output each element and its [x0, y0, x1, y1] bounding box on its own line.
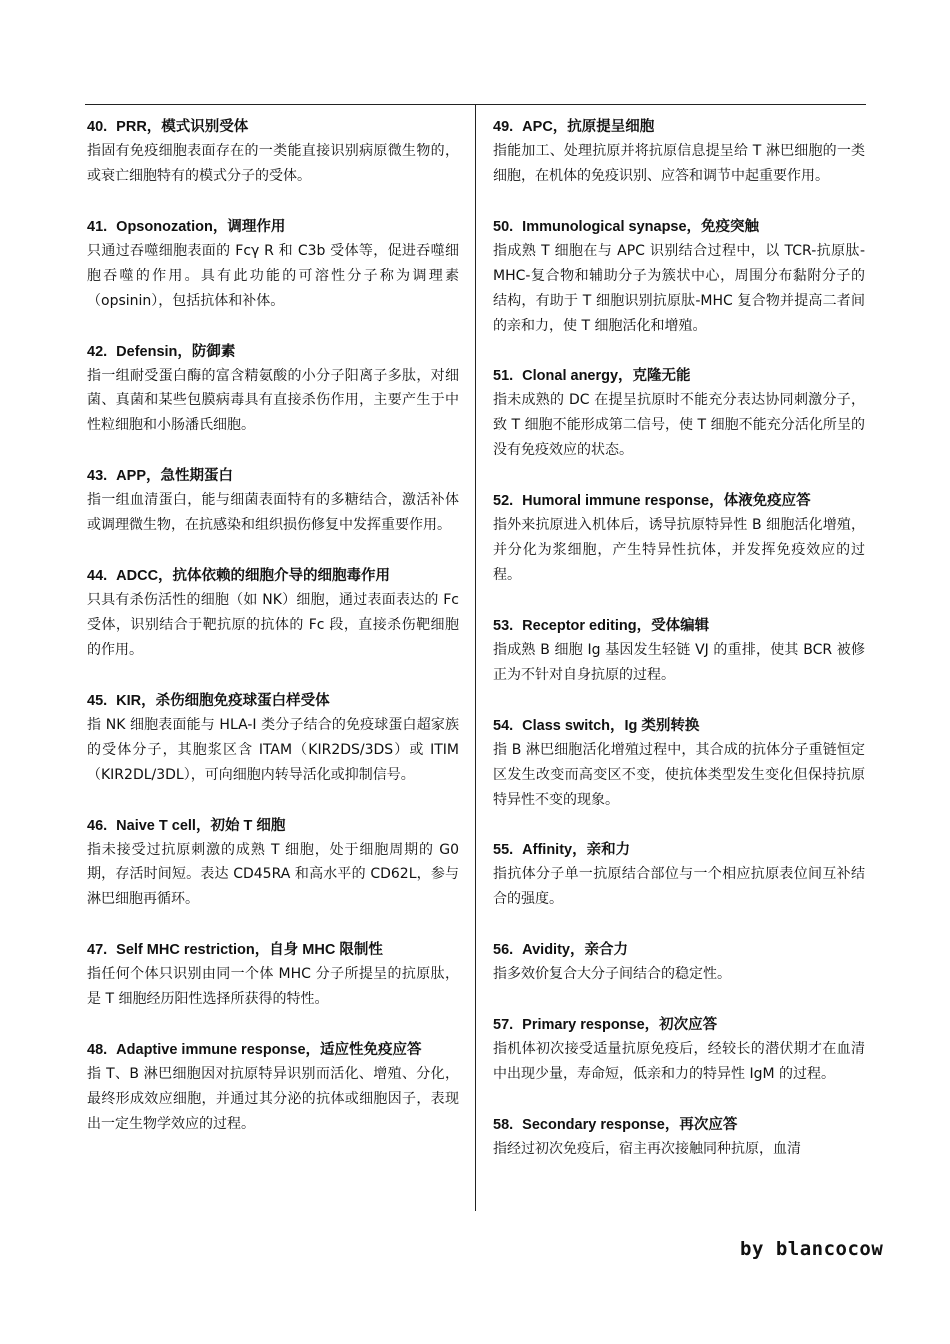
- entry-41: [87, 215, 459, 314]
- entry-term: Self MHC restriction，自身 MHC 限制性: [116, 942, 383, 959]
- entry-definition: 只具有杀伤活性的细胞（如 NK）细胞，通过表面表达的 Fc 受体，识别结合于靶抗原的抗体的 Fc 段，直接杀伤靶细胞的作用。: [87, 592, 459, 658]
- entry-42: [87, 340, 459, 439]
- entry-term: Avidity，亲合力: [522, 942, 628, 959]
- entry-term: Clonal anergy，克隆无能: [522, 368, 691, 385]
- entry-title: [493, 215, 865, 239]
- column-divider: [475, 105, 476, 1211]
- entry-term: Secondary response，再次应答: [522, 1116, 738, 1133]
- entry-definition: 指抗体分子单一抗原结合部位与一个相应抗原表位间互补结合的强度。: [493, 866, 865, 908]
- entry-title: [87, 814, 459, 838]
- entry-term: Naive T cell，初始 T 细胞: [116, 817, 286, 834]
- entry-definition: 指成熟 T 细胞在与 APC 识别结合过程中，以 TCR-抗原肽-MHC-复合物和辅助分子为簇状中心，周围分布黏附分子的结构，有助于 T 细胞识别抗原肽-MHC 复合物并提高二者间的亲和力，使 T 细胞活化和增殖。: [493, 242, 865, 334]
- entry-definition: 指外来抗原进入机体后，诱导抗原特异性 B 细胞活化增殖，并分化为浆细胞，产生特异性抗体，并发挥免疫效应的过程。: [493, 517, 865, 583]
- entry-number: 53.: [493, 617, 514, 634]
- entry-definition: 指一组血清蛋白，能与细菌表面特有的多糖结合，激活补体或调理微生物，在抗感染和组织损伤修复中发挥重要作用。: [87, 492, 459, 534]
- entry-number: 46.: [87, 817, 108, 834]
- entry-term: Humoral immune response，体液免疫应答: [522, 493, 811, 510]
- entry-54: [493, 714, 865, 813]
- author-signature: by blancocow: [740, 1238, 884, 1260]
- entry-number: 57.: [493, 1017, 514, 1034]
- entry-term: Class switch，Ig 类别转换: [522, 717, 700, 734]
- entry-number: 56.: [493, 942, 514, 959]
- entry-title: [493, 115, 865, 139]
- entry-43: [87, 464, 459, 538]
- right-column: [493, 106, 865, 1162]
- entry-term: Defensin，防御素: [116, 343, 236, 360]
- entry-number: 49.: [493, 119, 514, 135]
- entry-title: [87, 689, 459, 713]
- entry-48: [87, 1038, 459, 1137]
- entry-term: Immunological synapse，免疫突触: [522, 218, 760, 235]
- entry-number: 52.: [493, 493, 514, 510]
- entry-52: [493, 489, 865, 588]
- entry-definition: 只通过吞噬细胞表面的 Fcγ R 和 C3b 受体等，促进吞噬细胞吞噬的作用。具有此功能的可溶性分子称为调理素（opsinin），包括抗体和补体。: [87, 242, 459, 309]
- entry-definition: 指 NK 细胞表面能与 HLA-I 类分子结合的免疫球蛋白超家族的受体分子，其胞浆区含 ITAM（KIR2DS/3DS）或 ITIM（KIR2DL/3DL），可向细胞内转导活化或抑制信号。: [87, 716, 459, 783]
- entry-title: [493, 714, 865, 738]
- entry-definition: 指 T、B 淋巴细胞因对抗原特异识别而活化、增殖、分化，最终形成效应细胞，并通过其分泌的抗体或细胞因子，表现出一定生物学效应的过程。: [87, 1066, 459, 1132]
- entry-title: [493, 364, 865, 388]
- entry-number: 54.: [493, 717, 514, 734]
- entry-number: 44.: [87, 568, 108, 585]
- entry-number: 43.: [87, 468, 108, 485]
- entry-title: [493, 489, 865, 513]
- entry-definition: 指固有免疫细胞表面存在的一类能直接识别病原微生物的，或衰亡细胞特有的模式分子的受体。: [87, 143, 459, 184]
- entry-number: 42.: [87, 343, 108, 360]
- entry-number: 51.: [493, 368, 514, 385]
- entry-title: [87, 564, 459, 588]
- entry-title: [493, 838, 865, 862]
- entry-50: [493, 215, 865, 339]
- entry-47: [87, 938, 459, 1012]
- entry-definition: 指一组耐受蛋白酶的富含精氨酸的小分子阳离子多肽，对细菌、真菌和某些包膜病毒具有直接杀伤作用，主要产生于中性粒细胞和小肠潘氏细胞。: [87, 367, 459, 434]
- entry-title: [87, 115, 459, 139]
- entry-number: 45.: [87, 692, 108, 709]
- entry-term: Affinity，亲和力: [522, 842, 631, 859]
- entry-44: [87, 564, 459, 663]
- entry-number: 50.: [493, 218, 514, 235]
- entry-term: Primary response，初次应答: [522, 1017, 718, 1034]
- entry-title: [87, 464, 459, 488]
- entry-56: [493, 938, 865, 987]
- entry-number: 58.: [493, 1116, 514, 1133]
- entry-definition: 指未成熟的 DC 在提呈抗原时不能充分表达协同刺激分子，致 T 细胞不能形成第二信号，使 T 细胞不能充分活化所呈的没有免疫效应的状态。: [493, 392, 865, 459]
- entry-number: 47.: [87, 942, 108, 959]
- entry-number: 41.: [87, 218, 108, 235]
- entry-term: ADCC，抗体依赖的细胞介导的细胞毒作用: [116, 568, 391, 585]
- entry-definition: 指未接受过抗原刺激的成熟 T 细胞，处于细胞周期的 G0 期，存活时间短。表达 CD45RA 和高水平的 CD62L，参与淋巴细胞再循环。: [87, 841, 459, 908]
- entry-number: 55.: [493, 842, 514, 859]
- entry-term: APP，急性期蛋白: [116, 468, 233, 485]
- entry-term: APC，抗原提呈细胞: [522, 119, 655, 135]
- entry-title: [493, 938, 865, 962]
- entry-definition: 指经过初次免疫后，宿主再次接触同种抗原，血清: [493, 1140, 801, 1157]
- entry-title: [493, 1113, 865, 1137]
- entry-53: [493, 614, 865, 688]
- entry-49: [493, 115, 865, 189]
- entry-term: KIR，杀伤细胞免疫球蛋白样受体: [116, 692, 330, 709]
- entry-term: Opsonozation，调理作用: [116, 218, 286, 235]
- entry-title: [493, 1013, 865, 1037]
- entry-definition: 指任何个体只识别由同一个体 MHC 分子所提呈的抗原肽，是 T 细胞经历阳性选择所获得的特性。: [87, 966, 459, 1008]
- entry-title: [87, 215, 459, 239]
- entry-46: [87, 814, 459, 913]
- entry-51: [493, 364, 865, 463]
- entry-definition: 指能加工、处理抗原并将抗原信息提呈给 T 淋巴细胞的一类细胞，在机体的免疫识别、应答和调节中起重要作用。: [493, 143, 865, 184]
- entry-term: Receptor editing，受体编辑: [522, 617, 710, 634]
- entry-55: [493, 838, 865, 912]
- entry-number: 48.: [87, 1042, 108, 1059]
- entry-58: [493, 1113, 865, 1162]
- entry-57: [493, 1013, 865, 1087]
- entry-number: 40.: [87, 119, 108, 135]
- entry-title: [87, 340, 459, 364]
- entry-definition: 指成熟 B 细胞 Ig 基因发生轻链 VJ 的重排，使其 BCR 被修正为不针对自身抗原的过程。: [493, 641, 865, 683]
- entry-40: [87, 115, 459, 189]
- entry-definition: 指机体初次接受适量抗原免疫后，经较长的潜伏期才在血清中出现少量，寿命短，低亲和力的特异性 IgM 的过程。: [493, 1041, 865, 1083]
- entry-title: [493, 614, 865, 638]
- entry-definition: 指 B 淋巴细胞活化增殖过程中，其合成的抗体分子重链恒定区发生改变而高变区不变，使抗体类型发生变化但保持抗原特异性不变的现象。: [493, 741, 865, 808]
- entry-term: Adaptive immune response，适应性免疫应答: [116, 1042, 422, 1059]
- entry-definition: 指多效价复合大分子间结合的稳定性。: [493, 966, 731, 983]
- left-column: [87, 106, 459, 1137]
- entry-term: PRR，模式识别受体: [116, 119, 249, 135]
- entry-title: [87, 938, 459, 962]
- entry-45: [87, 689, 459, 788]
- entry-title: [87, 1038, 459, 1062]
